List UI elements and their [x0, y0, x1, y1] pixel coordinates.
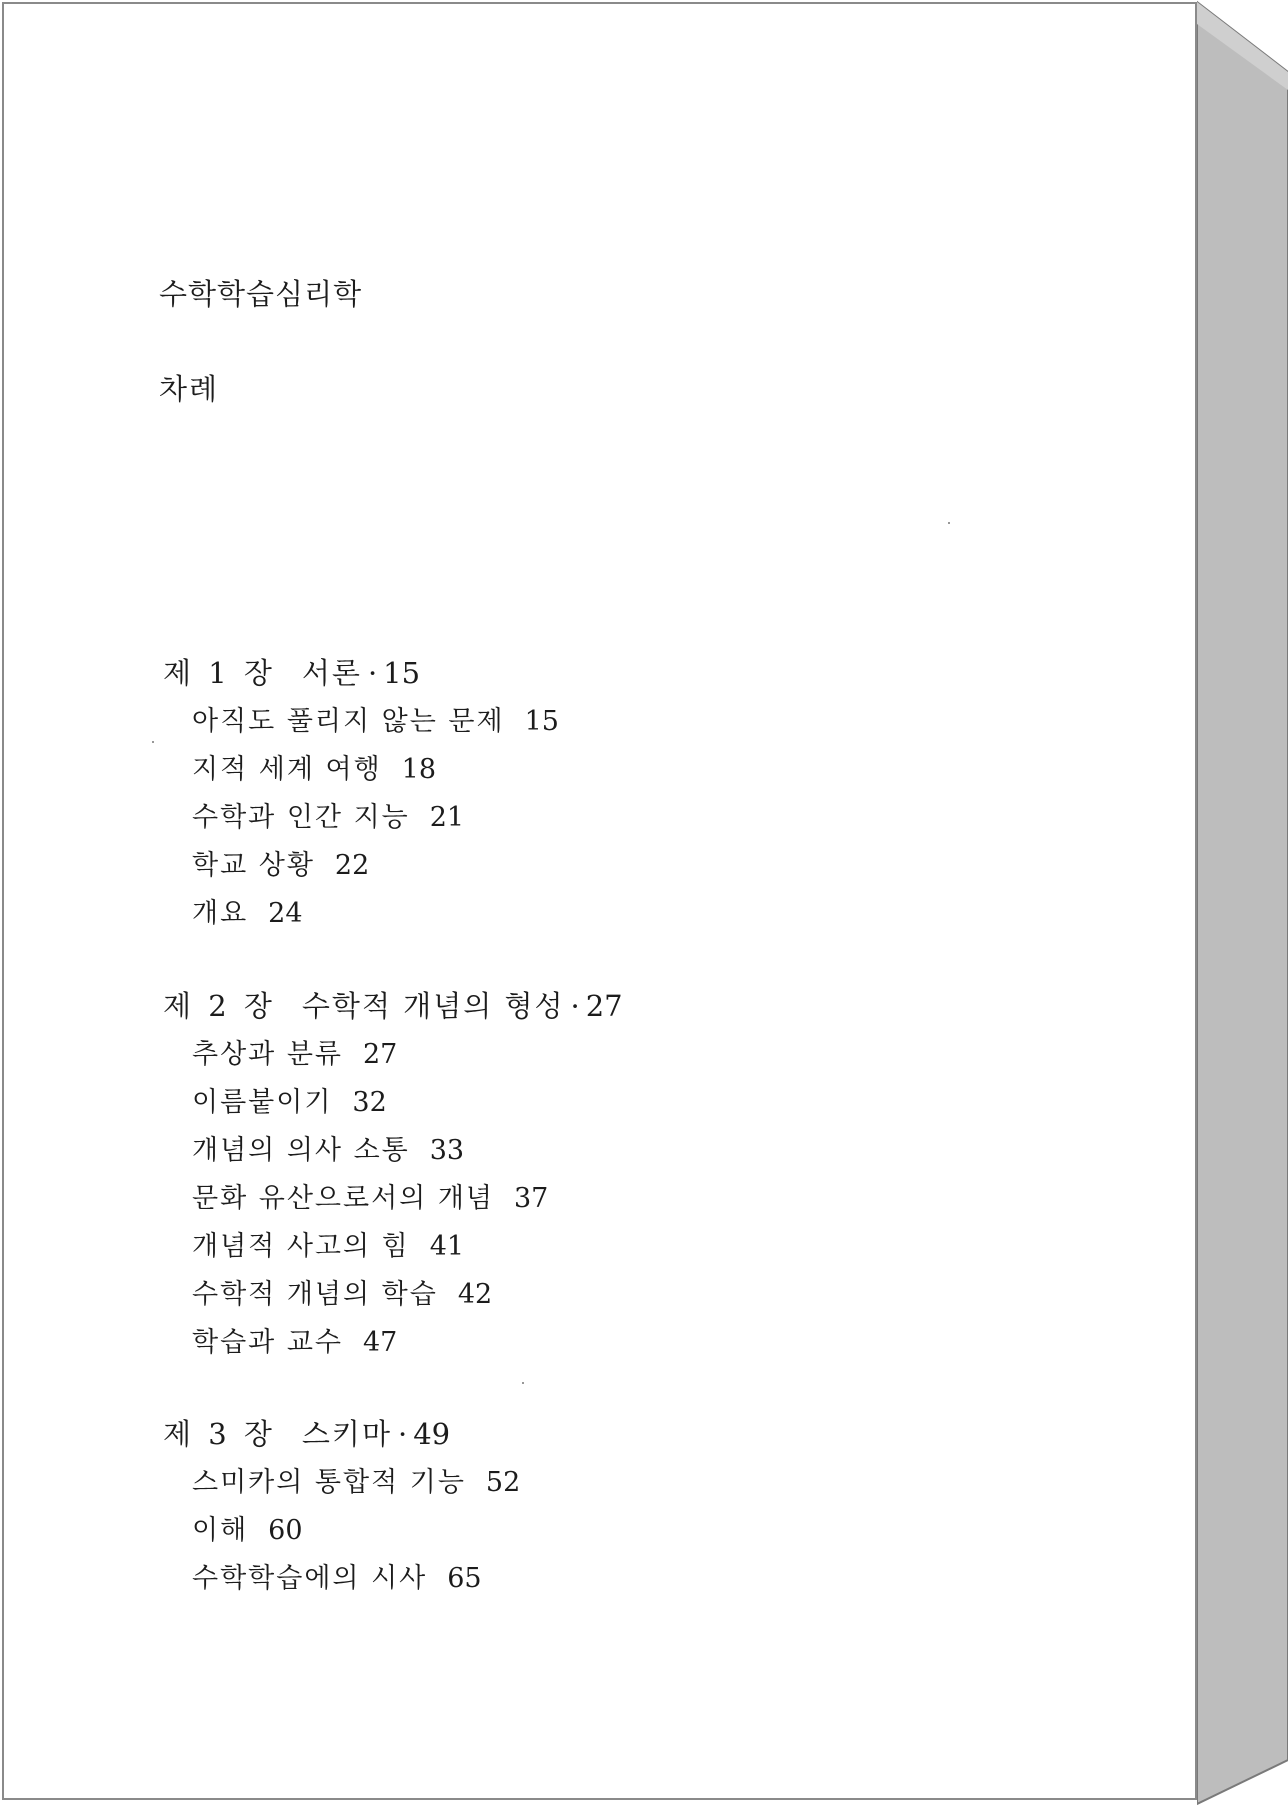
toc-entry — [192, 1508, 303, 1547]
entry-page: 18 — [401, 754, 437, 785]
entry-page: 47 — [363, 1327, 398, 1358]
entry-title: 학습과 교수 — [192, 1327, 343, 1358]
entry-page: 27 — [363, 1039, 398, 1070]
chapter-title — [163, 984, 623, 1025]
book-title: 수학학습심리학 — [159, 277, 363, 311]
chapter-separator: · — [570, 989, 580, 1023]
entry-title: 수학학습에의 시사 — [192, 1563, 428, 1594]
chapter-separator: · — [367, 656, 378, 690]
document-page — [2, 2, 1197, 1800]
toc-entry — [192, 1032, 397, 1071]
chapter-title — [163, 651, 420, 692]
chapter-number: 제 3 장 — [163, 1417, 276, 1451]
entry-page: 37 — [514, 1183, 549, 1214]
toc-entry — [192, 1176, 548, 1215]
chapter-separator: · — [397, 1417, 408, 1451]
entry-title: 지적 세계 여행 — [192, 754, 382, 785]
entry-title: 수학적 개념의 학습 — [192, 1279, 438, 1310]
scan-speck — [522, 1382, 524, 1384]
entry-page: 65 — [447, 1563, 482, 1594]
entry-page: 32 — [352, 1087, 387, 1118]
toc-entry — [192, 1224, 464, 1263]
chapter-number: 제 1 장 — [163, 656, 276, 690]
entry-page: 15 — [524, 706, 559, 737]
toc-entry — [192, 891, 303, 930]
chapter-name: 서론 — [301, 656, 362, 690]
chapter-page: 15 — [383, 656, 421, 690]
entry-page: 21 — [429, 802, 465, 833]
toc-entry — [192, 1556, 482, 1595]
scan-speck — [152, 741, 154, 743]
toc-entry — [192, 795, 464, 834]
entry-title: 추상과 분류 — [192, 1039, 343, 1070]
chapter-page: 27 — [585, 989, 623, 1023]
toc-heading: 차례 — [159, 372, 220, 406]
toc-entry — [192, 1272, 492, 1311]
toc-entry — [192, 1128, 464, 1167]
entry-title: 개요 — [192, 898, 249, 929]
book-edge-shape — [1197, 0, 1288, 1806]
entry-page: 52 — [485, 1467, 521, 1498]
entry-page: 24 — [268, 898, 303, 929]
entry-page: 33 — [429, 1135, 465, 1166]
toc-entry — [192, 843, 369, 882]
chapter-number: 제 2 장 — [163, 989, 276, 1023]
book-spine-edge — [1197, 0, 1288, 1806]
toc-entry — [192, 1320, 397, 1359]
toc-entry — [192, 747, 436, 786]
entry-title: 개념적 사고의 힘 — [192, 1231, 410, 1262]
chapter-page: 49 — [413, 1417, 451, 1451]
entry-page: 22 — [334, 850, 370, 881]
toc-entry — [192, 1080, 387, 1119]
toc-entry — [192, 699, 559, 738]
chapter-name: 수학적 개념의 형성 — [301, 989, 565, 1023]
entry-title: 수학과 인간 지능 — [192, 802, 410, 833]
entry-title: 아직도 풀리지 않는 문제 — [192, 706, 505, 737]
entry-title: 개념의 의사 소통 — [192, 1135, 410, 1166]
entry-title: 이해 — [192, 1515, 249, 1546]
entry-page: 60 — [268, 1515, 303, 1546]
chapter-name: 스키마 — [301, 1417, 392, 1451]
entry-title: 이름붙이기 — [192, 1087, 333, 1118]
entry-title: 문화 유산으로서의 개념 — [192, 1183, 494, 1214]
toc-entry — [192, 1460, 520, 1499]
entry-title: 학교 상황 — [192, 850, 315, 881]
page-content — [4, 4, 1199, 1802]
entry-title: 스미카의 통합적 기능 — [192, 1467, 466, 1498]
scan-speck — [948, 522, 950, 524]
entry-page: 41 — [429, 1231, 465, 1262]
entry-page: 42 — [457, 1279, 493, 1310]
chapter-title — [163, 1412, 450, 1453]
